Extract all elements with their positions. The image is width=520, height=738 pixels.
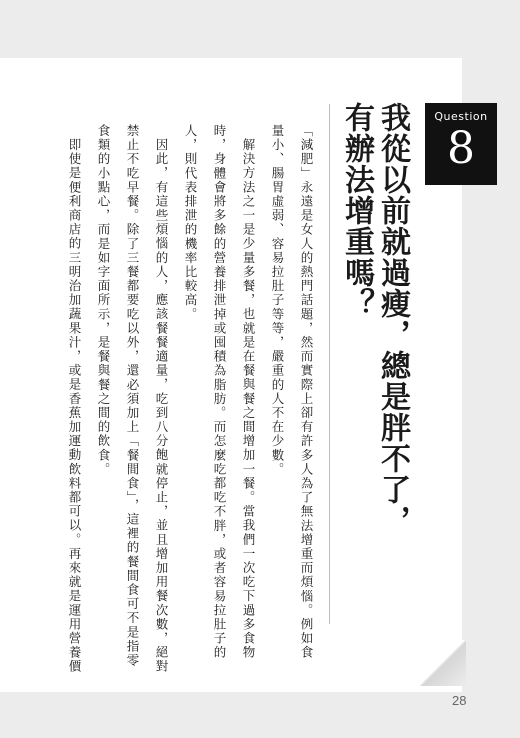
body-column: 解決方法之一是少量多餐，也就是在餐與餐之間增加一餐。當我們一次吃下過多食物 bbox=[241, 138, 256, 660]
body-column: 量小、腸胃虛弱、容易拉肚子等等，嚴重的人不在少數。 bbox=[270, 124, 285, 477]
body-column: 「減肥」永遠是女人的熱門話題，然而實際上卻有許多人為了無法增重而煩惱。例如食 bbox=[299, 124, 314, 660]
body-column: 即使是便利商店的三明治加蔬果汁，或是香蕉加運動飲料都可以。再來就是運用營養價 bbox=[67, 138, 82, 674]
body-column: 因此，有這些煩惱的人，應該餐餐適量，吃到八分飽就停止，並且增加用餐次數，絕對 bbox=[154, 138, 169, 674]
body-column: 食類的小點心，而是如字面所示，是餐與餐之間的飲食。 bbox=[96, 124, 111, 477]
title-line-2: 有辦法增重嗎？ bbox=[339, 102, 374, 319]
page-corner-fold bbox=[420, 640, 466, 686]
title-divider bbox=[329, 104, 330, 624]
page-number: 28 bbox=[452, 693, 467, 708]
title-line-1: 我從以前就過瘦，總是胖不了， bbox=[375, 102, 410, 536]
question-number: 8 bbox=[447, 123, 475, 174]
body-column: 禁止不吃早餐。除了三餐都要吃以外，還必須加上「餐間食」，這裡的餐間食可不是指零 bbox=[125, 124, 140, 668]
body-column: 時，身體會將多餘的營養排泄掉或囤積為脂肪。而怎麼吃都吃不胖，或者容易拉肚子的 bbox=[212, 124, 227, 660]
question-label: Question bbox=[434, 110, 488, 123]
body-column: 人，則代表排泄的機率比較高。 bbox=[183, 124, 198, 322]
question-badge bbox=[425, 103, 497, 185]
